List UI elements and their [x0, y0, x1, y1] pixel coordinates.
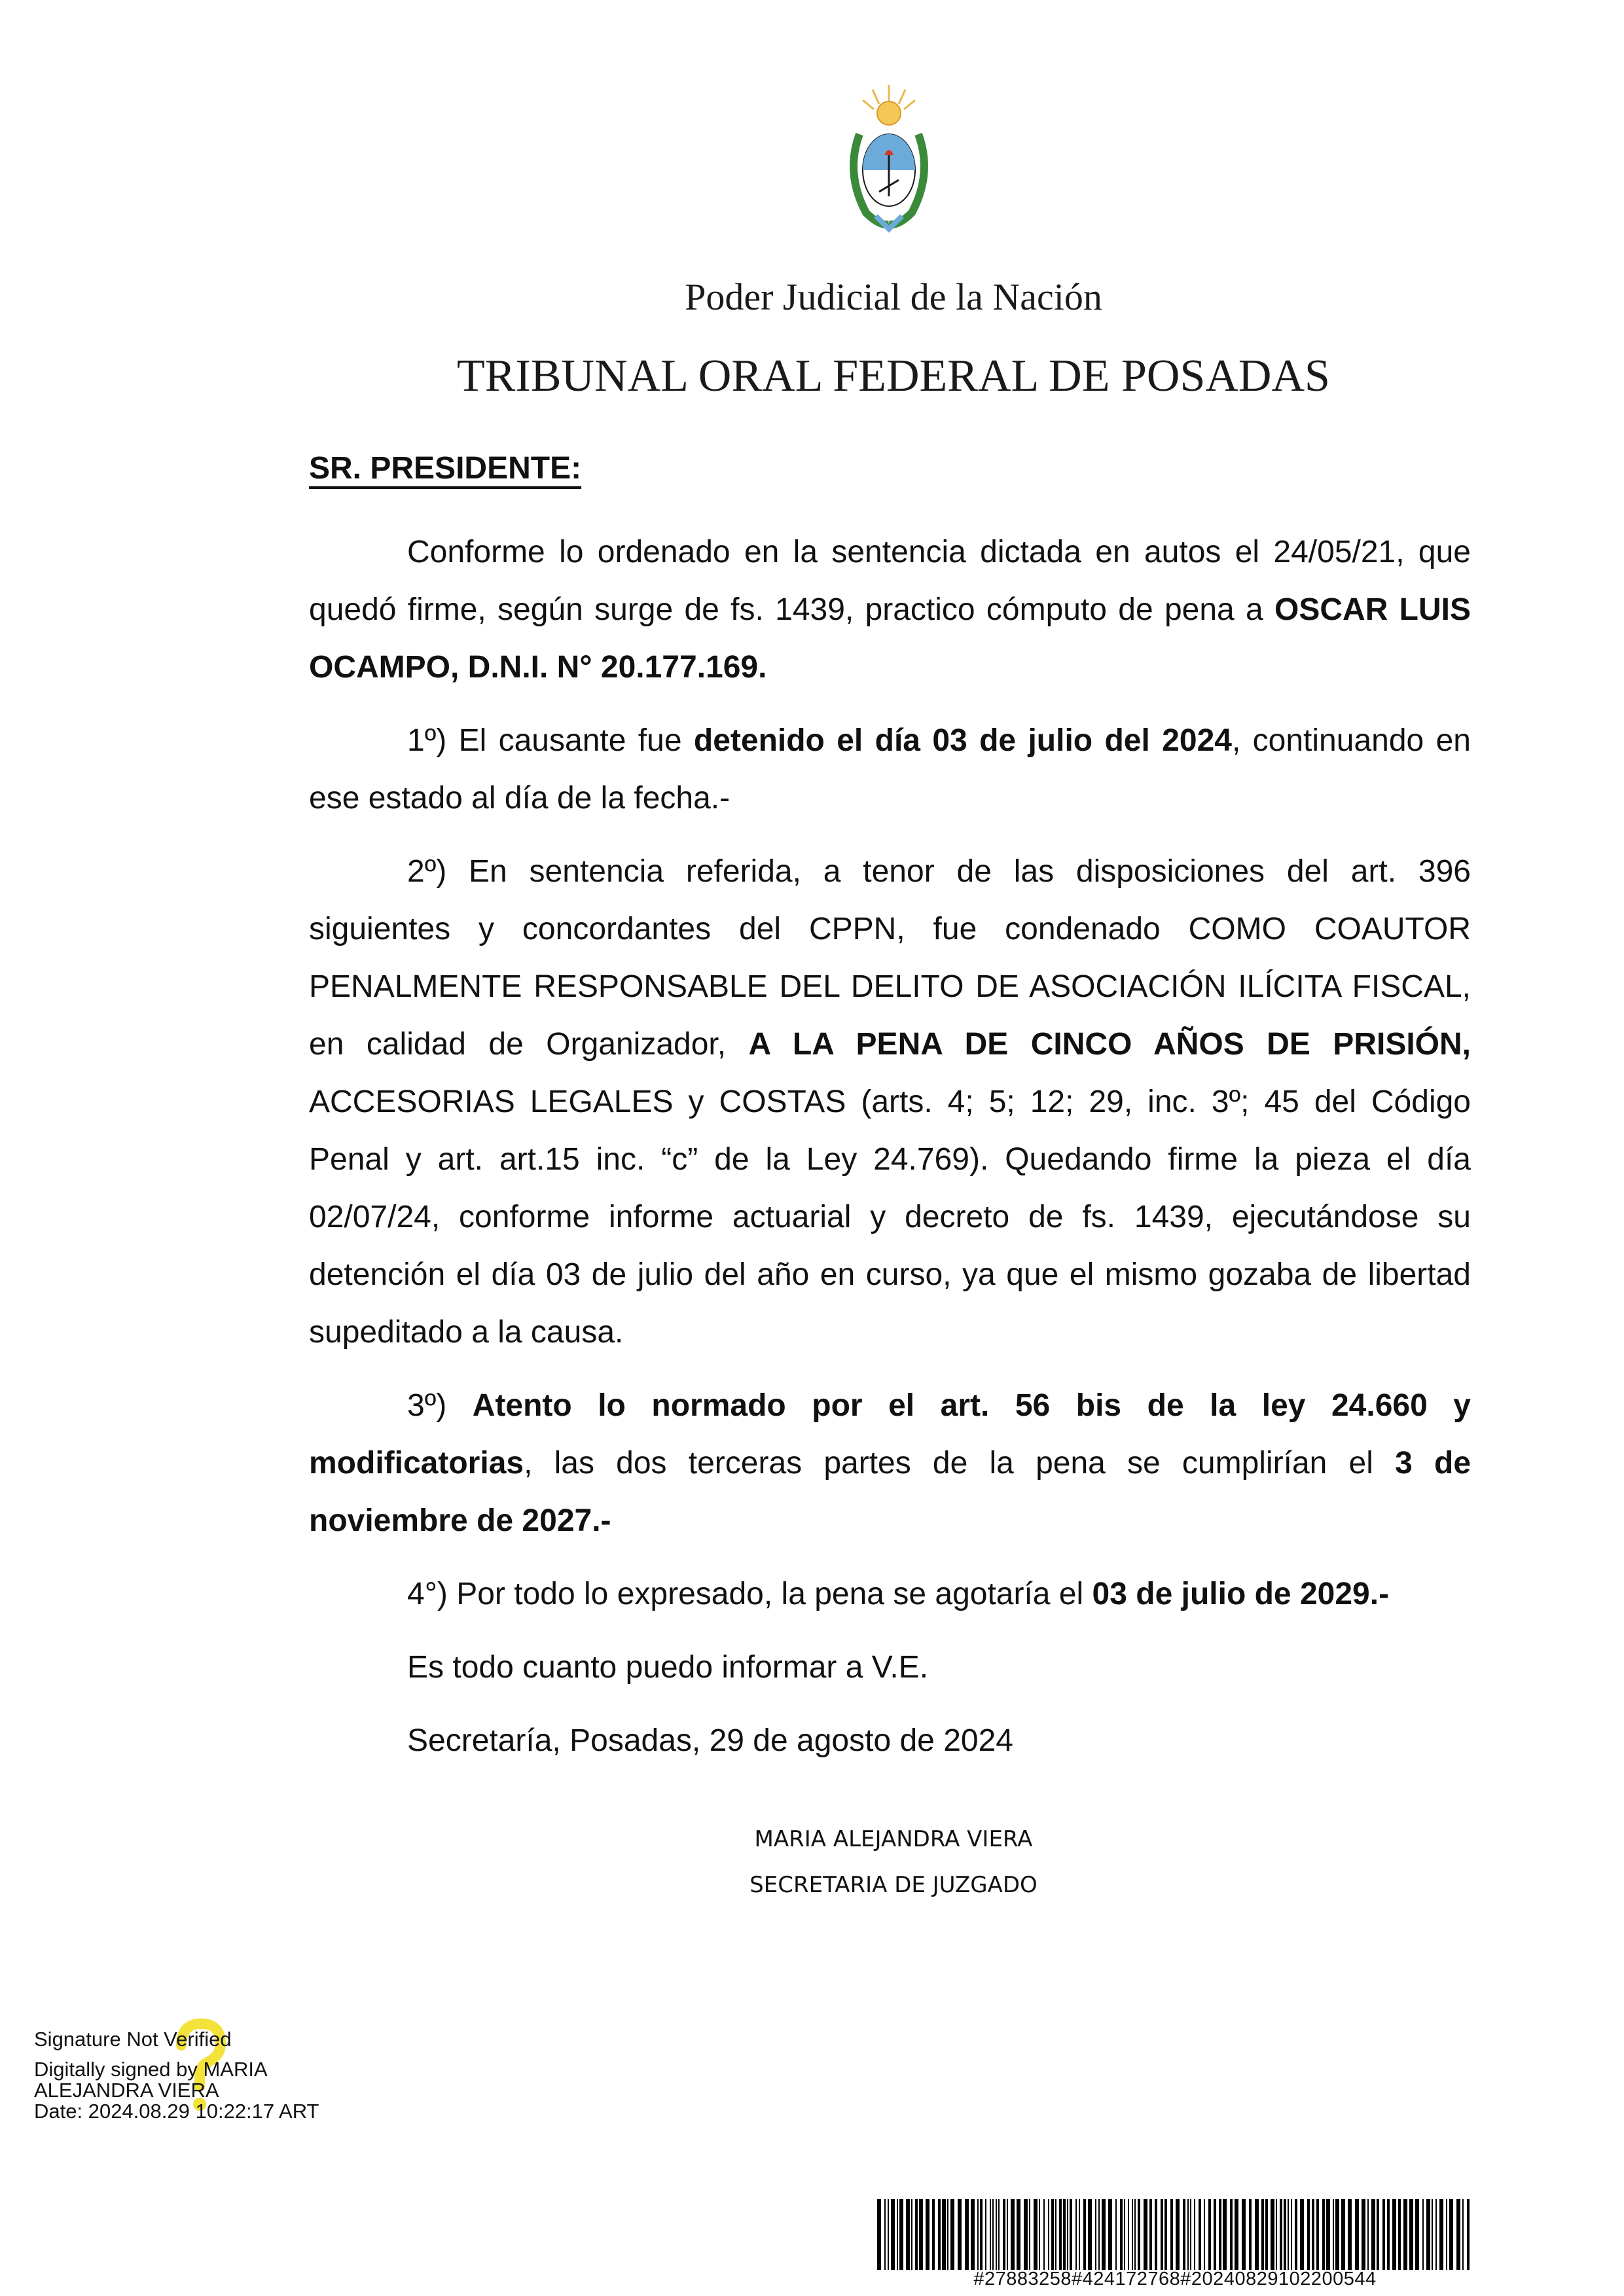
barcode-bar: [1392, 2199, 1396, 2270]
signer-role: SECRETARIA DE JUZGADO: [749, 1872, 1038, 1898]
barcode: [877, 2199, 1473, 2270]
barcode-bar: [1183, 2199, 1185, 2270]
barcode-bar: [899, 2199, 903, 2270]
barcode-bar: [1024, 2199, 1028, 2270]
barcode-bar: [1335, 2199, 1339, 2270]
barcode-bar: [1307, 2199, 1310, 2270]
barcode-bar: [1377, 2199, 1379, 2270]
barcode-bar: [1102, 2199, 1106, 2270]
barcode-bar: [1348, 2199, 1352, 2270]
barcode-bar: [1051, 2199, 1054, 2270]
barcode-bar: [1083, 2199, 1086, 2270]
barcode-bar: [1003, 2199, 1005, 2270]
barcode-bar: [1280, 2199, 1282, 2270]
signer-name: MARIA ALEJANDRA VIERA: [754, 1826, 1033, 1852]
paragraph-1: 1º) El causante fue detenido el día 03 de julio del 2024, continuando en ese estado al día de la fecha.-: [309, 723, 1471, 816]
barcode-bar: [1059, 2199, 1062, 2270]
barcode-bar: [1039, 2199, 1040, 2270]
barcode-bar: [1242, 2199, 1246, 2270]
barcode-bar: [947, 2199, 948, 2270]
barcode-bar: [1219, 2199, 1221, 2270]
court-name: TRIBUNAL ORAL FEDERAL DE POSADAS: [457, 351, 1330, 401]
barcode-bar: [1108, 2199, 1112, 2270]
barcode-bar: [1371, 2199, 1375, 2270]
barcode-bar: [1432, 2199, 1433, 2270]
barcode-bar: [1187, 2199, 1189, 2270]
barcode-bar: [1067, 2199, 1068, 2270]
barcode-bar: [1449, 2199, 1453, 2270]
barcode-bar: [1284, 2199, 1286, 2270]
barcode-bar: [958, 2199, 962, 2270]
barcode-bar: [1048, 2199, 1049, 2270]
signature-date: Date: 2024.08.29 10:22:17 ART: [34, 2100, 319, 2123]
barcode-bar: [1176, 2199, 1180, 2270]
barcode-bar: [1435, 2199, 1437, 2270]
barcode-bar: [1271, 2199, 1274, 2270]
barcode-bar: [919, 2199, 923, 2270]
barcode-bar: [1403, 2199, 1407, 2270]
barcode-bar: [911, 2199, 912, 2270]
barcode-bar: [1164, 2199, 1167, 2270]
addressee: SR. PRESIDENTE:: [309, 451, 582, 486]
signature-signer-line: Digitally signed by MARIA: [34, 2058, 268, 2081]
barcode-bar: [1128, 2199, 1129, 2270]
barcode-bar: [1341, 2199, 1345, 2270]
barcode-bar: [1055, 2199, 1056, 2270]
barcode-bar: [1095, 2199, 1096, 2270]
barcode-bar: [888, 2199, 889, 2270]
barcode-bar: [1326, 2199, 1330, 2270]
barcode-bar: [965, 2199, 969, 2270]
intro-paragraph: Conforme lo ordenado en la sentencia dictada en autos el 24/05/21, que quedó firme, según surge de fs. 1439, practico cómputo de pena a OSCAR LUIS OCAMPO, D.N.I. N° 20.177.169.: [309, 535, 1471, 685]
barcode-bar: [1409, 2199, 1413, 2270]
barcode-bar: [1456, 2199, 1460, 2270]
document-body: [309, 524, 1471, 1785]
barcode-bar: [1120, 2199, 1123, 2270]
signature-status: Signature Not Verified: [34, 2028, 232, 2051]
barcode-bar: [1355, 2199, 1359, 2270]
barcode-bar: [932, 2199, 935, 2270]
barcode-bar: [1316, 2199, 1319, 2270]
barcode-bar: [926, 2199, 929, 2270]
barcode-bar: [1079, 2199, 1080, 2270]
barcode-bar: [1261, 2199, 1264, 2270]
barcode-bar: [1235, 2199, 1238, 2270]
barcode-bar: [1214, 2199, 1216, 2270]
barcode-bar: [990, 2199, 991, 2270]
barcode-bar: [1362, 2199, 1365, 2270]
barcode-bar: [1300, 2199, 1304, 2270]
barcode-bar: [1312, 2199, 1314, 2270]
barcode-bar: [1017, 2199, 1020, 2270]
barcode-bar: [1255, 2199, 1259, 2270]
barcode-bar: [897, 2199, 898, 2270]
barcode-bar: [884, 2199, 886, 2270]
barcode-bar: [1398, 2199, 1401, 2270]
barcode-bar: [980, 2199, 983, 2270]
barcode-bar: [985, 2199, 986, 2270]
barcode-bar: [1415, 2199, 1419, 2270]
barcode-bar: [1249, 2199, 1252, 2270]
barcode-bar: [1029, 2199, 1030, 2270]
barcode-bar: [1134, 2199, 1136, 2270]
barcode-bar: [1070, 2199, 1072, 2270]
barcode-bar: [938, 2199, 941, 2270]
signature-signer-line-2: ALEJANDRA VIERA: [34, 2079, 219, 2102]
barcode-bar: [1223, 2199, 1227, 2270]
paragraph-3: 3º) Atento lo normado por el art. 56 bis de la ley 24.660 y modificatorias, las dos terceras partes de la pena se cumplirían el 3 de noviembre de 2027.-: [309, 1388, 1471, 1538]
barcode-bar: [950, 2199, 954, 2270]
paragraph-4: 4°) Por todo lo expresado, la pena se agotaría el 03 de julio de 2029.-: [407, 1577, 1390, 1611]
barcode-bar: [1075, 2199, 1077, 2270]
barcode-bar: [1199, 2199, 1201, 2270]
barcode-bar: [977, 2199, 979, 2270]
barcode-bar: [971, 2199, 975, 2270]
barcode-bar: [1144, 2199, 1147, 2270]
barcode-bar: [1007, 2199, 1008, 2270]
barcode-bar: [1190, 2199, 1191, 2270]
barcode-bar: [1333, 2199, 1334, 2270]
barcode-bar: [1426, 2199, 1430, 2270]
barcode-bar: [1387, 2199, 1390, 2270]
barcode-bar: [1367, 2199, 1369, 2270]
digital-signature-stamp: [34, 2029, 319, 2122]
barcode-bar: [1422, 2199, 1424, 2270]
barcode-bar: [1132, 2199, 1133, 2270]
barcode-bar: [1322, 2199, 1325, 2270]
barcode-bar: [1063, 2199, 1066, 2270]
barcode-bar: [1446, 2199, 1447, 2270]
barcode-caption: #27883258#424172768#20240829102200544: [973, 2269, 1377, 2289]
barcode-bar: [1382, 2199, 1385, 2270]
barcode-bar: [877, 2199, 881, 2270]
barcode-bar: [1115, 2199, 1117, 2270]
barcode-bar: [1161, 2199, 1163, 2270]
barcode-bar: [1124, 2199, 1125, 2270]
barcode-bar: [1138, 2199, 1140, 2270]
barcode-bar: [996, 2199, 997, 2270]
barcode-bar: [1288, 2199, 1289, 2270]
paragraph-2: 2º) En sentencia referida, a tenor de las disposiciones del art. 396 siguientes y concordantes del CPPN, fue condenado COMO COAUTOR PENALMENTE RESPONSABLE DEL DELITO DE ASOCIACIÓN ILÍCITA FISCAL, en calidad de Organizador, A LA PENA DE CINCO AÑOS DE PRISIÓN, ACCESORIAS LEGALES y COSTAS (arts. 4; 5; 12; 29, inc. 3º; 45 del Código Penal y art. art.15 inc. “c” de la Ley 24.769). Quedando firme la pieza el día 02/07/24, conforme informe actuarial y decreto de fs. 1439, ejecutándose su detención el día 03 de julio del año en curso, ya que el mismo gozaba de libertad supeditado a la causa.: [309, 854, 1471, 1350]
barcode-bar: [998, 2199, 1000, 2270]
barcode-bar: [1276, 2199, 1277, 2270]
barcode-bar: [1034, 2199, 1038, 2270]
barcode-bar: [915, 2199, 918, 2270]
barcode-bar: [1194, 2199, 1195, 2270]
closing-line: Es todo cuanto puedo informar a V.E.: [407, 1650, 929, 1685]
barcode-bar: [1230, 2199, 1233, 2270]
barcode-bar: [1170, 2199, 1173, 2270]
barcode-bar: [1088, 2199, 1092, 2270]
institution-name: Poder Judicial de la Nación: [685, 276, 1102, 318]
barcode-bar: [1439, 2199, 1443, 2270]
barcode-bar: [1462, 2199, 1464, 2270]
coat-of-arms-icon: [840, 82, 938, 234]
barcode-bar: [1467, 2199, 1470, 2270]
barcode-bar: [1265, 2199, 1268, 2270]
barcode-bar: [1155, 2199, 1157, 2270]
place-date: Secretaría, Posadas, 29 de agosto de 2024: [407, 1723, 1013, 1758]
barcode-bar: [1011, 2199, 1015, 2270]
barcode-bar: [891, 2199, 895, 2270]
barcode-bar: [1098, 2199, 1100, 2270]
barcode-bar: [1208, 2199, 1211, 2270]
barcode-bar: [1204, 2199, 1205, 2270]
barcode-bar: [1295, 2199, 1297, 2270]
barcode-bar: [906, 2199, 910, 2270]
barcode-bar: [942, 2199, 946, 2270]
barcode-bar: [1149, 2199, 1152, 2270]
barcode-bar: [992, 2199, 994, 2270]
barcode-bar: [1043, 2199, 1045, 2270]
barcode-bar: [1291, 2199, 1292, 2270]
